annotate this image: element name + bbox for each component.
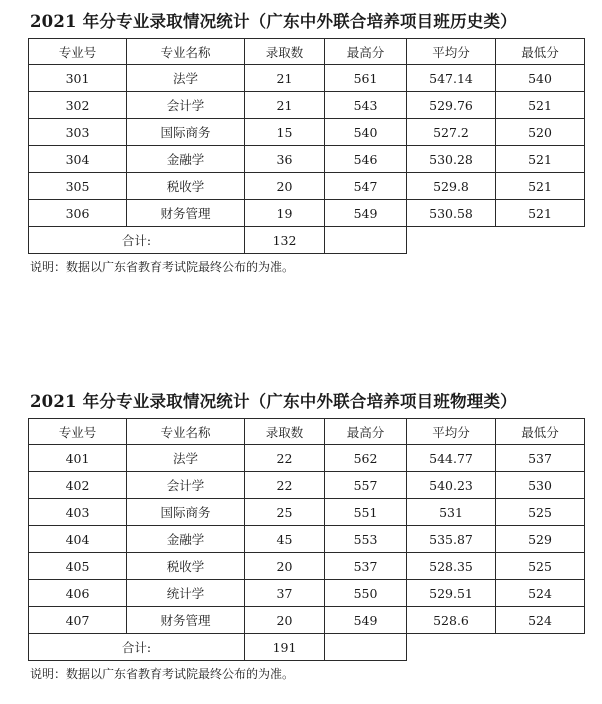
cell-code: 306 xyxy=(29,200,127,227)
cell-admitted: 15 xyxy=(245,119,325,146)
header-avg-score: 平均分 xyxy=(407,39,496,65)
cell-min: 520 xyxy=(496,119,585,146)
cell-name: 统计学 xyxy=(127,580,245,607)
cell-max: 551 xyxy=(325,499,407,526)
cell-min: 530 xyxy=(496,472,585,499)
header-major-code: 专业号 xyxy=(29,39,127,65)
cell-name: 国际商务 xyxy=(127,119,245,146)
table-row xyxy=(29,526,585,553)
table-row xyxy=(29,445,585,472)
cell-avg: 528.6 xyxy=(407,607,496,634)
table-row xyxy=(29,173,585,200)
cell-admitted: 20 xyxy=(245,553,325,580)
header-major-name: 专业名称 xyxy=(127,419,245,445)
cell-admitted: 22 xyxy=(245,445,325,472)
cell-admitted: 20 xyxy=(245,607,325,634)
table-row xyxy=(29,146,585,173)
cell-name: 会计学 xyxy=(127,472,245,499)
total-empty xyxy=(325,227,407,254)
table-row xyxy=(29,92,585,119)
total-row xyxy=(29,227,585,254)
cell-min: 525 xyxy=(496,499,585,526)
header-avg-score: 平均分 xyxy=(407,419,496,445)
cell-admitted: 20 xyxy=(245,173,325,200)
admission-table-history xyxy=(28,38,585,254)
cell-avg: 547.14 xyxy=(407,65,496,92)
cell-max: 549 xyxy=(325,607,407,634)
cell-avg: 530.28 xyxy=(407,146,496,173)
table-row xyxy=(29,580,585,607)
total-row xyxy=(29,634,585,661)
table-section-physics xyxy=(28,388,584,682)
cell-min: 521 xyxy=(496,200,585,227)
cell-avg: 540.23 xyxy=(407,472,496,499)
cell-max: 540 xyxy=(325,119,407,146)
cell-name: 财务管理 xyxy=(127,200,245,227)
cell-avg: 531 xyxy=(407,499,496,526)
cell-code: 401 xyxy=(29,445,127,472)
admission-table-physics xyxy=(28,418,585,661)
cell-code: 403 xyxy=(29,499,127,526)
cell-avg: 544.77 xyxy=(407,445,496,472)
cell-max: 562 xyxy=(325,445,407,472)
cell-name: 税收学 xyxy=(127,173,245,200)
cell-admitted: 21 xyxy=(245,65,325,92)
cell-min: 540 xyxy=(496,65,585,92)
cell-code: 304 xyxy=(29,146,127,173)
cell-name: 法学 xyxy=(127,445,245,472)
cell-code: 302 xyxy=(29,92,127,119)
table-header-row xyxy=(29,419,585,445)
cell-admitted: 45 xyxy=(245,526,325,553)
header-major-name: 专业名称 xyxy=(127,39,245,65)
cell-min: 521 xyxy=(496,173,585,200)
total-value: 191 xyxy=(245,634,325,661)
cell-max: 537 xyxy=(325,553,407,580)
cell-name: 金融学 xyxy=(127,146,245,173)
cell-max: 543 xyxy=(325,92,407,119)
total-label: 合计: xyxy=(29,634,245,661)
cell-code: 404 xyxy=(29,526,127,553)
cell-admitted: 36 xyxy=(245,146,325,173)
total-blank xyxy=(407,227,585,254)
cell-name: 税收学 xyxy=(127,553,245,580)
cell-admitted: 22 xyxy=(245,472,325,499)
cell-avg: 529.76 xyxy=(407,92,496,119)
cell-name: 会计学 xyxy=(127,92,245,119)
cell-code: 405 xyxy=(29,553,127,580)
cell-avg: 529.51 xyxy=(407,580,496,607)
table-row xyxy=(29,65,585,92)
cell-code: 407 xyxy=(29,607,127,634)
cell-max: 546 xyxy=(325,146,407,173)
header-min-score: 最低分 xyxy=(496,419,585,445)
cell-min: 524 xyxy=(496,607,585,634)
cell-min: 524 xyxy=(496,580,585,607)
table-section-history xyxy=(28,8,584,275)
header-max-score: 最高分 xyxy=(325,419,407,445)
cell-code: 303 xyxy=(29,119,127,146)
total-value: 132 xyxy=(245,227,325,254)
header-min-score: 最低分 xyxy=(496,39,585,65)
cell-admitted: 37 xyxy=(245,580,325,607)
cell-admitted: 25 xyxy=(245,499,325,526)
cell-avg: 530.58 xyxy=(407,200,496,227)
cell-admitted: 21 xyxy=(245,92,325,119)
cell-name: 金融学 xyxy=(127,526,245,553)
total-empty xyxy=(325,634,407,661)
cell-avg: 527.2 xyxy=(407,119,496,146)
cell-max: 550 xyxy=(325,580,407,607)
cell-min: 529 xyxy=(496,526,585,553)
cell-code: 406 xyxy=(29,580,127,607)
header-max-score: 最高分 xyxy=(325,39,407,65)
cell-admitted: 19 xyxy=(245,200,325,227)
cell-code: 305 xyxy=(29,173,127,200)
header-admitted: 录取数 xyxy=(245,39,325,65)
table-title: 2021 年分专业录取情况统计（广东中外联合培养项目班物理类） xyxy=(30,392,517,411)
cell-avg: 535.87 xyxy=(407,526,496,553)
cell-code: 402 xyxy=(29,472,127,499)
cell-min: 521 xyxy=(496,146,585,173)
cell-max: 557 xyxy=(325,472,407,499)
table-row xyxy=(29,553,585,580)
table-row xyxy=(29,607,585,634)
table-header-row xyxy=(29,39,585,65)
cell-avg: 529.8 xyxy=(407,173,496,200)
cell-code: 301 xyxy=(29,65,127,92)
cell-max: 549 xyxy=(325,200,407,227)
table-row xyxy=(29,499,585,526)
cell-min: 525 xyxy=(496,553,585,580)
cell-name: 法学 xyxy=(127,65,245,92)
table-row xyxy=(29,200,585,227)
header-admitted: 录取数 xyxy=(245,419,325,445)
cell-min: 537 xyxy=(496,445,585,472)
cell-name: 财务管理 xyxy=(127,607,245,634)
header-major-code: 专业号 xyxy=(29,419,127,445)
table-row xyxy=(29,472,585,499)
cell-name: 国际商务 xyxy=(127,499,245,526)
footnote: 说明：数据以广东省教育考试院最终公布的为准。 xyxy=(30,667,295,681)
cell-min: 521 xyxy=(496,92,585,119)
cell-max: 547 xyxy=(325,173,407,200)
total-blank xyxy=(407,634,585,661)
table-title: 2021 年分专业录取情况统计（广东中外联合培养项目班历史类） xyxy=(30,12,517,31)
table-row xyxy=(29,119,585,146)
cell-avg: 528.35 xyxy=(407,553,496,580)
cell-max: 553 xyxy=(325,526,407,553)
footnote: 说明：数据以广东省教育考试院最终公布的为准。 xyxy=(30,260,295,274)
total-label: 合计: xyxy=(29,227,245,254)
cell-max: 561 xyxy=(325,65,407,92)
